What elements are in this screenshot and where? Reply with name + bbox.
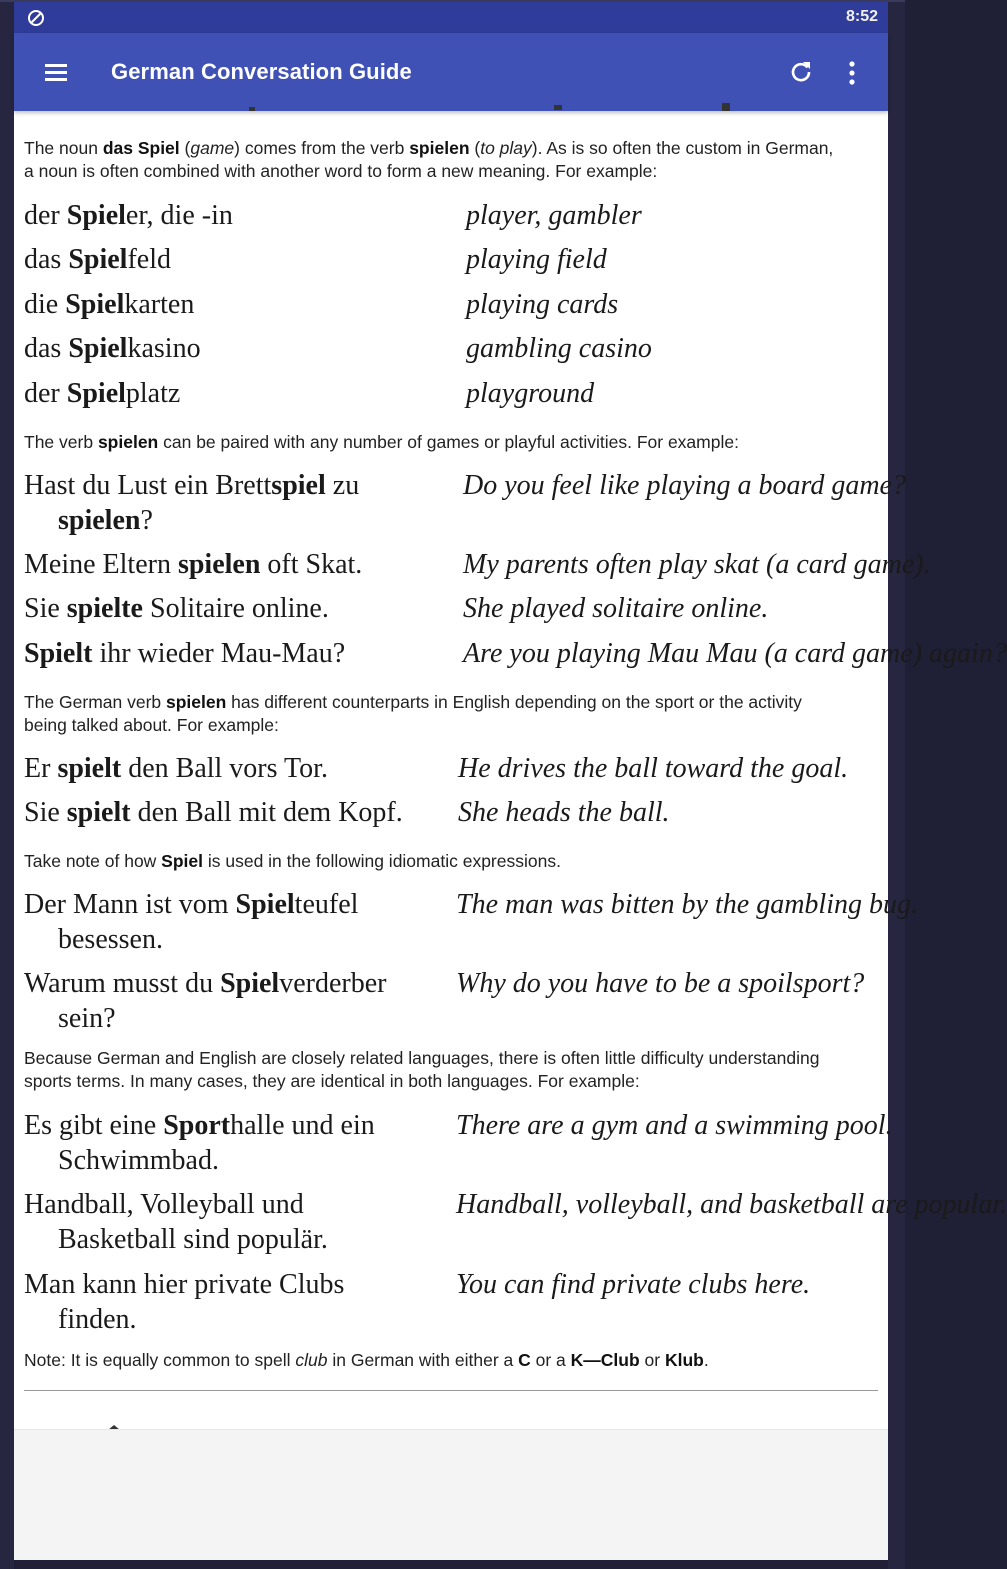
device-frame-right: [888, 0, 905, 1569]
example-german: das Spielkasino: [24, 333, 201, 364]
example-english: Are you playing Mau Mau (a card game) again?: [463, 638, 1007, 669]
example-german: Meine Eltern spielen oft Skat.: [24, 549, 363, 580]
no-disturb-icon: [27, 9, 45, 27]
example-german: Man kann hier private Clubs: [24, 1269, 345, 1300]
example-german: Der Mann ist vom Spielteufel: [24, 889, 359, 920]
example-english: There are a gym and a swimming pool.: [456, 1110, 893, 1141]
example-english: playground: [466, 378, 595, 409]
example-german: der Spielplatz: [24, 378, 181, 409]
example-english: He drives the ball toward the goal.: [458, 753, 849, 784]
example-english: playing field: [466, 244, 607, 275]
example-german: Sie spielt den Ball mit dem Kopf.: [24, 797, 403, 828]
example-english: Why do you have to be a spoilsport?: [456, 968, 865, 999]
sport-paragraph: The German verb spielen has different counterparts in English depending on the sport or the activity being talked about. For example:: [24, 692, 802, 735]
example-german-continued: finden.: [58, 1304, 137, 1335]
example-german-continued: Schwimmbad.: [58, 1145, 219, 1176]
example-english: You can find private clubs here.: [456, 1269, 811, 1300]
example-english: playing cards: [466, 289, 619, 320]
example-german: Handball, Volleyball und: [24, 1189, 304, 1220]
example-english: The man was bitten by the gambling bug.: [456, 889, 918, 920]
example-german: Er spielt den Ball vors Tor.: [24, 753, 328, 784]
example-english: Handball, volleyball, and basketball are popular.: [456, 1189, 1007, 1220]
example-english: My parents often play skat (a card game).: [463, 549, 931, 580]
example-german: Warum musst du Spielverderber: [24, 968, 387, 999]
example-english: gambling casino: [466, 333, 652, 364]
example-english: She heads the ball.: [458, 797, 670, 828]
verb-paragraph: The verb spielen can be paired with any number of games or playful activities. For example:: [24, 432, 739, 452]
example-english: She played solitaire online.: [463, 593, 769, 624]
status-bar: [14, 2, 888, 33]
example-german-continued: besessen.: [58, 924, 163, 955]
article-content: [14, 111, 1007, 1429]
content-divider: [24, 1390, 878, 1391]
app-title: German Conversation Guide: [111, 59, 412, 84]
hamburger-menu-icon[interactable]: [44, 61, 68, 85]
idiom-paragraph: Take note of how Spiel is used in the following idiomatic expressions.: [24, 851, 561, 871]
example-german: der Spieler, die -in: [24, 200, 233, 231]
example-german-continued: sein?: [58, 1003, 116, 1034]
example-german: Spielt ihr wieder Mau-Mau?: [24, 638, 346, 669]
example-german: das Spielfeld: [24, 244, 171, 275]
example-german: Sie spielte Solitaire online.: [24, 593, 329, 624]
example-english: player, gambler: [466, 200, 642, 231]
more-vert-icon[interactable]: [842, 59, 862, 87]
clipped-previous-line: [14, 99, 888, 119]
device-frame-left: [0, 0, 14, 1569]
example-german: Es gibt eine Sporthalle und ein: [24, 1110, 375, 1141]
example-german-continued: spielen?: [58, 505, 153, 536]
example-german: Hast du Lust ein Brettspiel zu: [24, 470, 360, 501]
phone-screen: [14, 2, 1007, 1559]
example-english: Do you feel like playing a board game?: [463, 470, 906, 501]
status-time: 8:52: [845, 8, 878, 25]
intro-paragraph: The noun das Spiel (game) comes from the verb spielen (to play). As is so often the custom in German, a noun is often combined with another word to form a new meaning. For example:: [24, 138, 834, 181]
refresh-icon[interactable]: [788, 59, 814, 85]
related-paragraph: Because German and English are closely related languages, there is often little difficulty understanding sports terms. In many cases, they are identical in both languages. For example:: [24, 1048, 820, 1091]
bottom-blank-area: [14, 1429, 888, 1560]
example-german-continued: Basketball sind populär.: [58, 1224, 328, 1255]
example-german: die Spielkarten: [24, 289, 195, 320]
note-paragraph: Note: It is equally common to spell club in German with either a C or a K—Club or Klub.: [24, 1350, 709, 1370]
